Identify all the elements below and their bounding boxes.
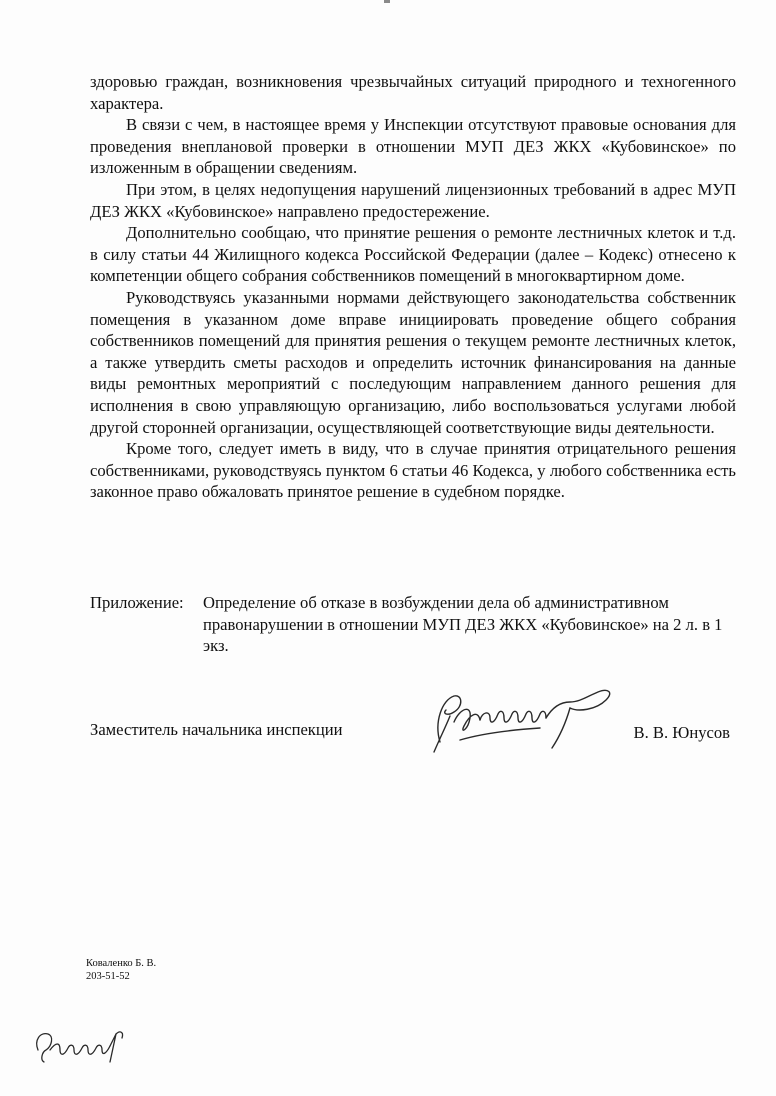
- executor-name: Коваленко Б. В.: [86, 958, 157, 969]
- paragraph-continuation: здоровью граждан, возникновения чрезвычайных ситуаций природного и техногенного характера.: [90, 72, 736, 113]
- handwritten-signature: [420, 682, 620, 762]
- letter-body: [90, 71, 736, 503]
- scan-speck: [384, 0, 390, 3]
- paragraph-owner-rights: Руководствуясь указанными нормами действующего законодательства собственник помещения в указанном доме вправе инициировать проведение общего собрания собственников помещений для принятия решения о текущем ремонте лестничных клеток, а также утвердить сметы расходов и определить источник финансирования на данные виды ремонтных мероприятий с последующим направлением данного решения для исполнения в свою управляющую организацию, либо воспользоваться услугами любой другой сторонней организации, осуществляющей соответствующие виды деятельности.: [90, 287, 736, 437]
- signature-block: [90, 719, 736, 749]
- paragraph-appeal: Кроме того, следует иметь в виду, что в случае принятия отрицательного решения собственниками, руководствуясь пунктом 6 статьи 46 Кодекса, у любого собственника есть законное право обжаловать принятое решение в судебном порядке.: [90, 439, 736, 502]
- signer-position: Заместитель начальника инспекции: [90, 720, 343, 739]
- attachment-description: Определение об отказе в возбуждении дела об административном правонарушении в отношении МУП ДЕЗ ЖКХ «Кубовинское» на 2 л. в 1 экз.: [203, 593, 723, 656]
- paragraph-no-grounds: В связи с чем, в настоящее время у Инспекции отсутствуют правовые основания для проведения внеплановой проверки в отношении МУП ДЕЗ ЖКХ «Кубовинское» по изложенным в обращении сведениям.: [90, 115, 736, 178]
- paragraph-competence: Дополнительно сообщаю, что принятие решения о ремонте лестничных клеток и т.д. в силу статьи 44 Жилищного кодекса Российской Федерации (далее – Кодекс) отнесено к компетенции общего собрания собственников помещений в многоквартирном доме.: [90, 223, 736, 286]
- handwritten-initials: [30, 1020, 130, 1068]
- signer-name: В. В. Юнусов: [633, 723, 730, 742]
- executor-phone: 203-51-52: [86, 971, 130, 982]
- attachment-label: Приложение:: [90, 593, 184, 612]
- paragraph-warning: При этом, в целях недопущения нарушений лицензионных требований в адрес МУП ДЕЗ ЖКХ «Кубовинское» направлено предостережение.: [90, 179, 736, 221]
- executor-info: [86, 957, 156, 983]
